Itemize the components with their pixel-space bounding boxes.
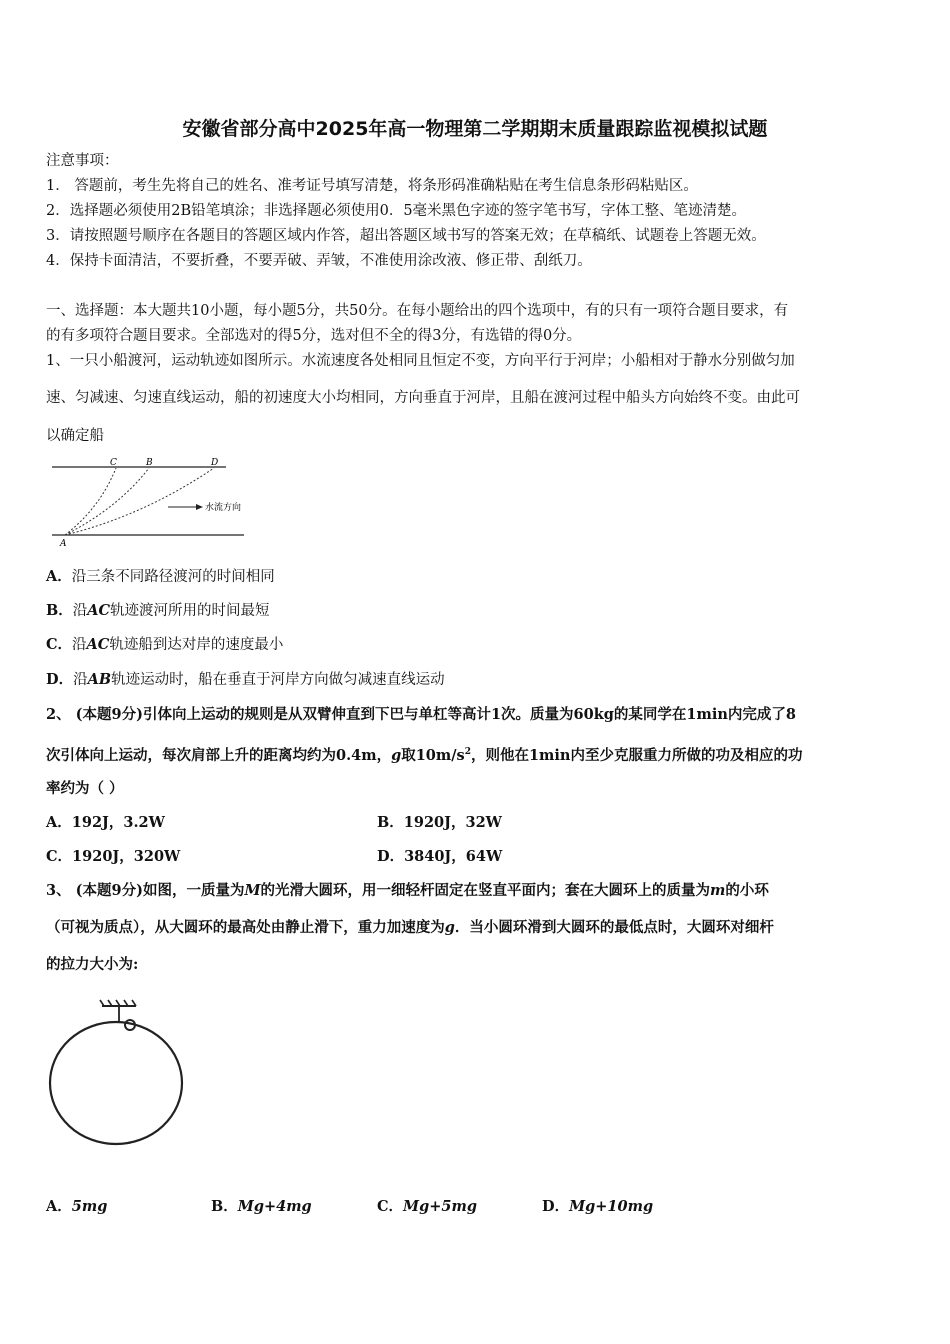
question-3-text: 的拉力大小为: — [46, 956, 139, 973]
question-3-text: （可视为质点），从大圆环的最高处由静止滑下，重力加速度为g．当小圆环滑到大圆环的最低点时，大圆环对细杆 — [46, 919, 774, 936]
notice-item: 4．保持卡面清洁，不要折叠，不要弄破、弄皱，不准使用涂改液、修正带、刮纸刀。 — [46, 253, 592, 269]
question-1-text: 速、匀减速、匀速直线运动，船的初速度大小均相同，方向垂直于河岸，且船在渡河过程中船头方向始终不变。由此可 — [46, 390, 800, 406]
question-2-text: 率约为（ ） — [46, 780, 124, 797]
section-intro: 一、选择题：本大题共10小题，每小题5分，共50分。在每小题给出的四个选项中，有的只有一项符合题目要求，有 — [46, 303, 789, 319]
q2-option-a: A．192J，3.2W — [46, 814, 165, 831]
q1-option-c: C．沿AC轨迹船到达对岸的速度最小 — [46, 636, 284, 653]
q2-option-d: D．3840J，64W — [377, 848, 503, 865]
q2-option-b: B．1920J，32W — [377, 814, 502, 831]
question-3-text: 3、 (本题9分)如图，一质量为M的光滑大圆环，用一细轻杆固定在竖直平面内；套在大圆环上的质量为m的小环 — [46, 882, 769, 899]
q3-option-c: C．Mg+5mg — [377, 1198, 477, 1215]
q1-option-d: D．沿AB轨迹运动时，船在垂直于河岸方向做匀减速直线运动 — [46, 671, 445, 688]
ring-figure — [44, 998, 184, 1148]
page-title: 安徽省部分高中2025年高一物理第二学期期末质量跟踪监视模拟试题 — [182, 118, 768, 140]
q3-option-d: D．Mg+10mg — [542, 1198, 654, 1215]
q1-option-a: A．沿三条不同路径渡河的时间相同 — [46, 568, 275, 585]
notice-heading: 注意事项： — [46, 153, 119, 169]
label-c: C — [110, 458, 117, 468]
q1-option-b: B．沿AC轨迹渡河所用的时间最短 — [46, 602, 270, 619]
label-a: A — [60, 539, 67, 548]
notice-item: 1． 答题前，考生先将自己的姓名、准考证号填写清楚，将条形码准确粘贴在考生信息条形码粘贴区。 — [46, 178, 698, 194]
question-1-text: 以确定船 — [46, 428, 104, 444]
flow-direction-label: 水流方向 — [205, 503, 242, 513]
q3-option-b: B．Mg+4mg — [211, 1198, 312, 1215]
river-crossing-figure — [48, 456, 258, 548]
question-2-text: 次引体向上运动，每次肩部上升的距离均约为0.4m，g取$10m/s^2$，则他在1min内至少克服重力所做的功及相应的功 — [46, 746, 803, 764]
label-b: B — [146, 458, 153, 468]
label-d: D — [211, 458, 219, 468]
question-2-text: 2、 (本题9分)引体向上运动的规则是从双臂伸直到下巴与单杠等高计1次。质量为60kg的某同学在1min内完成了8 — [46, 706, 796, 723]
notice-item: 3．请按照题号顺序在各题目的答题区域内作答，超出答题区域书写的答案无效；在草稿纸、试题卷上答题无效。 — [46, 228, 766, 244]
q3-option-a: A．5mg — [46, 1198, 108, 1215]
q2-option-c: C．1920J，320W — [46, 848, 181, 865]
question-1-text: 1、一只小船渡河，运动轨迹如图所示。水流速度各处相同且恒定不变，方向平行于河岸；小船相对于静水分别做匀加 — [46, 353, 795, 369]
section-intro: 的有多项符合题目要求。全部选对的得5分，选对但不全的得3分，有选错的得0分。 — [46, 328, 582, 344]
notice-item: 2．选择题必须使用2B铅笔填涂；非选择题必须使用0．5毫米黑色字迹的签字笔书写，字体工整、笔迹清楚。 — [46, 203, 747, 219]
